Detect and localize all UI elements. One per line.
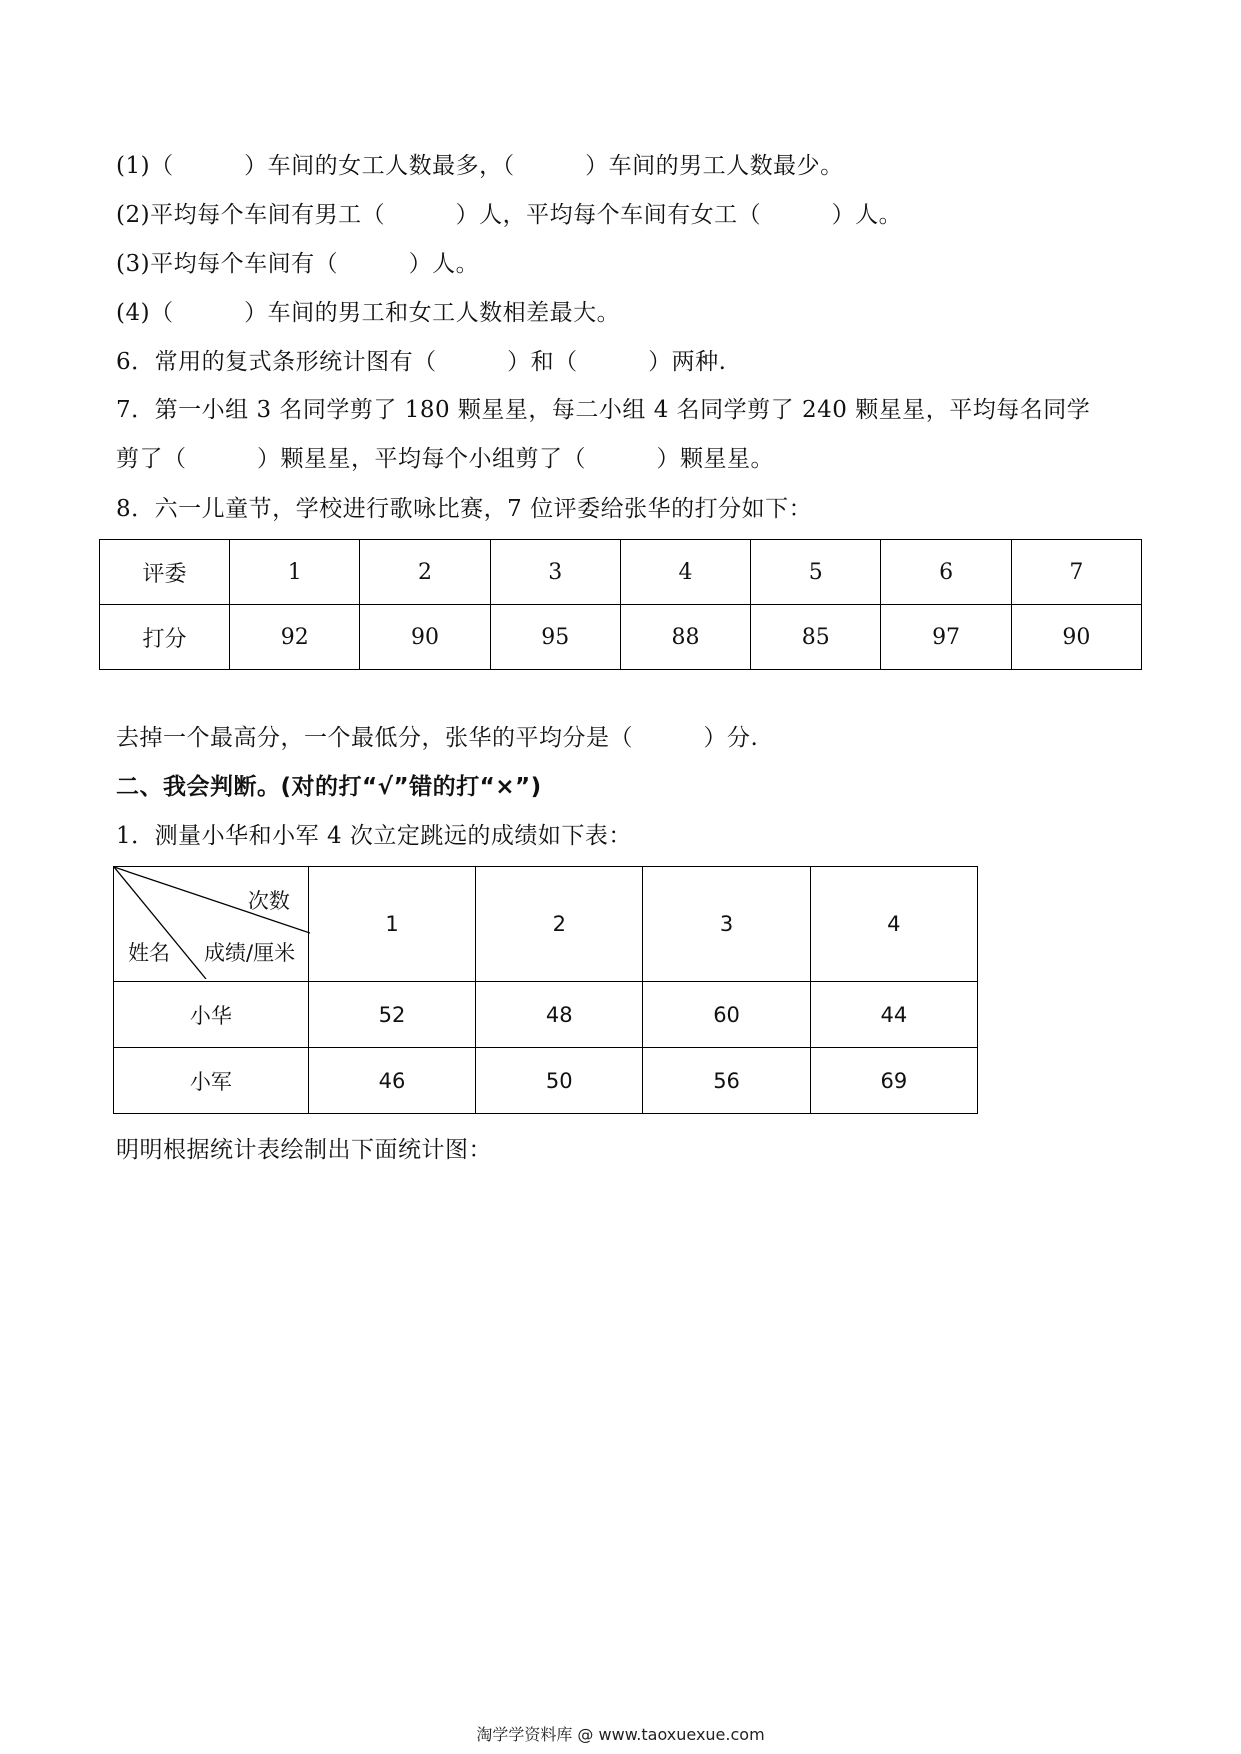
jump-table: [113, 866, 978, 1114]
judge-question-1: 1．测量小华和小军 4 次立定跳远的成绩如下表：: [116, 823, 632, 849]
score-table-score-row: [100, 605, 1142, 670]
judge-cell: 4: [620, 540, 750, 605]
result-cell: 52: [308, 982, 475, 1048]
question-5-part-1: (1)（ ）车间的女工人数最多，（ ）车间的男工人数最少。: [116, 153, 844, 179]
score-cell: 90: [1011, 605, 1141, 670]
question-6: 6．常用的复式条形统计图有（ ）和（ ）两种.: [116, 349, 727, 375]
corner-label-unit: 成绩/厘米: [204, 941, 296, 965]
judge-header-cell: 评委: [100, 540, 230, 605]
page-footer: 淘学学资料库 @ www.taoxuexue.com: [476, 1725, 765, 1744]
judge-cell: 7: [1011, 540, 1141, 605]
result-cell: 46: [308, 1048, 475, 1114]
question-7-line-1: 7．第一小组 3 名同学剪了 180 颗星星，每二小组 4 名同学剪了 240 颗星星，平均每名同学: [116, 397, 1091, 423]
score-cell: 92: [230, 605, 360, 670]
question-8: 8．六一儿童节，学校进行歌咏比赛，7 位评委给张华的打分如下：: [116, 496, 813, 522]
score-header-cell: 打分: [100, 605, 230, 670]
student-name-cell: 小军: [114, 1048, 309, 1114]
score-cell: 97: [881, 605, 1011, 670]
score-table: [99, 539, 1142, 670]
score-cell: 88: [620, 605, 750, 670]
section-2-heading: 二、我会判断。(对的打“√”错的打“×”): [116, 774, 542, 800]
score-cell: 85: [751, 605, 881, 670]
attempt-cell: 3: [643, 867, 810, 982]
corner-header-cell: [114, 867, 309, 982]
judge-cell: 2: [360, 540, 490, 605]
jump-table-row: [114, 1048, 978, 1114]
corner-label-attempts: 次数: [247, 889, 290, 913]
question-5-part-3: (3)平均每个车间有（ ）人。: [116, 251, 480, 277]
judge-cell: 6: [881, 540, 1011, 605]
result-cell: 44: [810, 982, 977, 1048]
question-5-part-2: (2)平均每个车间有男工（ ）人，平均每个车间有女工（ ）人。: [116, 202, 903, 228]
judge-cell: 5: [751, 540, 881, 605]
score-table-judge-row: [100, 540, 1142, 605]
jump-table-row: [114, 982, 978, 1048]
result-cell: 48: [476, 982, 643, 1048]
jump-table-header-row: [114, 867, 978, 982]
corner-label-name: 姓名: [128, 941, 170, 965]
result-cell: 69: [810, 1048, 977, 1114]
score-cell: 90: [360, 605, 490, 670]
attempt-cell: 2: [476, 867, 643, 982]
attempt-cell: 4: [810, 867, 977, 982]
question-8-followup: 去掉一个最高分，一个最低分，张华的平均分是（ ）分.: [116, 725, 759, 751]
student-name-cell: 小华: [114, 982, 309, 1048]
judge-cell: 1: [230, 540, 360, 605]
judge-question-1-followup: 明明根据统计表绘制出下面统计图：: [116, 1137, 492, 1163]
judge-cell: 3: [490, 540, 620, 605]
score-cell: 95: [490, 605, 620, 670]
result-cell: 50: [476, 1048, 643, 1114]
question-7-line-2: 剪了（ ）颗星星，平均每个小组剪了（ ）颗星星。: [116, 446, 774, 472]
question-5-part-4: (4)（ ）车间的男工和女工人数相差最大。: [116, 300, 621, 326]
result-cell: 60: [643, 982, 810, 1048]
result-cell: 56: [643, 1048, 810, 1114]
attempt-cell: 1: [308, 867, 475, 982]
